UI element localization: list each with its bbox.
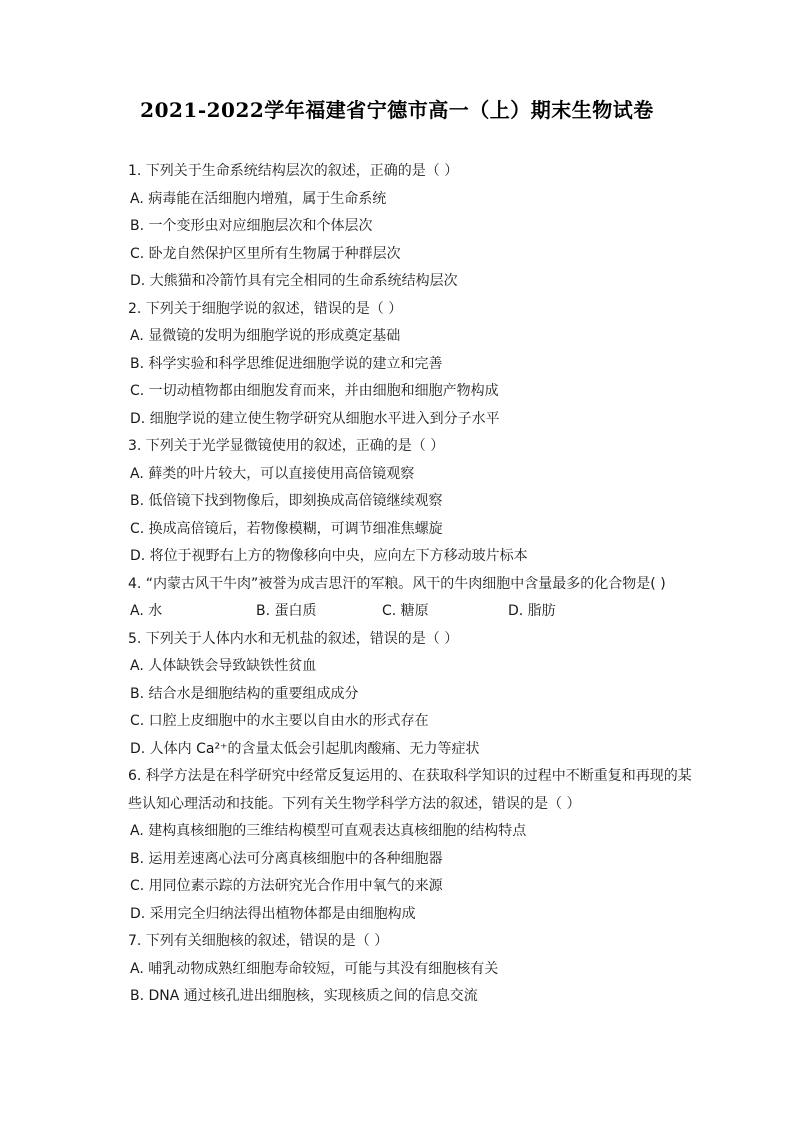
question-2-stem: 2. 下列关于细胞学说的叙述，错误的是（ ） <box>128 301 403 317</box>
question-2-option-b: B. 科学实验和科学思维促进细胞学说的建立和完善 <box>130 356 443 372</box>
question-1-option-b: B. 一个变形虫对应细胞层次和个体层次 <box>130 218 373 234</box>
question-5-stem: 5. 下列关于人体内水和无机盐的叙述，错误的是（ ） <box>128 631 459 647</box>
question-3-option-b: B. 低倍镜下找到物像后，即刻换成高倍镜继续观察 <box>130 493 443 509</box>
question-6-stem: 6. 科学方法是在科学研究中经常反复运用的、在获取科学知识的过程中不断重复和再现的某 <box>128 768 692 784</box>
question-6-option-a: A. 建构真核细胞的三维结构模型可直观表达真核细胞的结构特点 <box>130 823 527 839</box>
question-4-option-d: D. 脂肪 <box>508 603 556 619</box>
question-6-option-d: D. 采用完全归纳法得出植物体都是由细胞构成 <box>130 906 416 922</box>
question-3-option-c: C. 换成高倍镜后，若物像模糊，可调节细准焦螺旋 <box>130 521 443 537</box>
question-1-option-c: C. 卧龙自然保护区里所有生物属于种群层次 <box>130 246 401 262</box>
question-5-option-b: B. 结合水是细胞结构的重要组成成分 <box>130 686 359 702</box>
question-2-option-c: C. 一切动植物都由细胞发育而来，并由细胞和细胞产物构成 <box>130 383 499 399</box>
question-5-option-d: D. 人体内 Ca²⁺的含量太低会引起肌肉酸痛、无力等症状 <box>130 741 480 757</box>
question-3-stem: 3. 下列关于光学显微镜使用的叙述，正确的是（ ） <box>128 438 445 454</box>
question-7-stem: 7. 下列有关细胞核的叙述，错误的是（ ） <box>128 933 389 949</box>
question-4-stem: 4. “内蒙古风干牛肉”被誉为成吉思汗的军粮。风干的牛肉细胞中含量最多的化合物是( ) <box>128 576 666 592</box>
question-5-option-c: C. 口腔上皮细胞中的水主要以自由水的形式存在 <box>130 713 429 729</box>
question-2-option-d: D. 细胞学说的建立使生物学研究从细胞水平进入到分子水平 <box>130 411 500 427</box>
question-4-option-b: B. 蛋白质 <box>256 603 317 619</box>
question-2-option-a: A. 显微镜的发明为细胞学说的形成奠定基础 <box>130 328 401 344</box>
question-7-option-a: A. 哺乳动物成熟红细胞寿命较短，可能与其没有细胞核有关 <box>130 961 499 977</box>
question-5-option-a: A. 人体缺铁会导致缺铁性贫血 <box>130 658 317 674</box>
exam-title: 2021-2022学年福建省宁德市高一（上）期末生物试卷 <box>140 98 654 122</box>
question-4-option-a: A. 水 <box>130 603 163 619</box>
question-7-option-b: B. DNA 通过核孔进出细胞核，实现核质之间的信息交流 <box>130 988 478 1004</box>
question-6-stem-continued: 些认知心理活动和技能。下列有关生物学科学方法的叙述，错误的是（ ） <box>128 796 581 812</box>
question-1-stem: 1. 下列关于生命系统结构层次的叙述，正确的是（ ） <box>128 163 459 179</box>
question-4-option-c: C. 糖原 <box>382 603 429 619</box>
question-3-option-d: D. 将位于视野右上方的物像移向中央，应向左下方移动玻片标本 <box>130 548 528 564</box>
question-1-option-a: A. 病毒能在活细胞内增殖，属于生命系统 <box>130 191 387 207</box>
question-6-option-b: B. 运用差速离心法可分离真核细胞中的各种细胞器 <box>130 851 443 867</box>
question-1-option-d: D. 大熊猫和冷箭竹具有完全相同的生命系统结构层次 <box>130 273 458 289</box>
question-4-options <box>130 598 634 624</box>
question-6-option-c: C. 用同位素示踪的方法研究光合作用中氧气的来源 <box>130 878 443 894</box>
question-3-option-a: A. 藓类的叶片较大，可以直接使用高倍镜观察 <box>130 466 415 482</box>
